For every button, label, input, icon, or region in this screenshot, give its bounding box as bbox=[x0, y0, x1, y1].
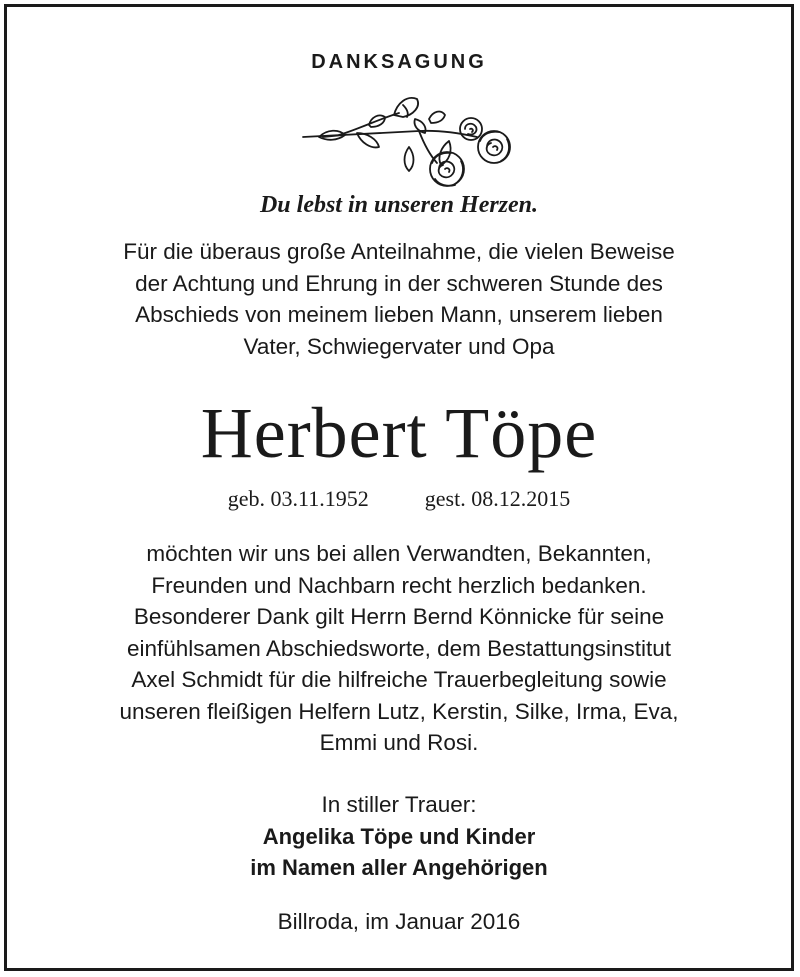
signer-line: im Namen aller Angehörigen bbox=[250, 855, 548, 880]
thanks-line: Besonderer Dank gilt Herrn Bernd Könnicke für seine bbox=[133, 604, 665, 629]
thanks-line: Axel Schmidt für die hilfreiche Trauerbegleitung sowie bbox=[131, 667, 667, 692]
roses-branch-icon bbox=[299, 89, 514, 189]
thanks-line: Emmi und Rosi. bbox=[319, 730, 479, 755]
life-dates bbox=[7, 486, 791, 512]
motto: Du lebst in unseren Herzen. bbox=[259, 192, 539, 218]
thanks-paragraph bbox=[7, 538, 791, 759]
intro-paragraph bbox=[7, 236, 791, 362]
signer-line: Angelika Töpe und Kinder bbox=[262, 824, 536, 849]
thanks-line: Freunden und Nachbarn recht herzlich bedanken. bbox=[151, 572, 647, 598]
death-date: gest. 08.12.2015 bbox=[424, 486, 571, 511]
intro-line: Für die überaus große Anteilnahme, die vielen Beweise bbox=[123, 239, 675, 264]
notice-heading: DANKSAGUNG bbox=[311, 51, 487, 73]
obituary-notice bbox=[4, 4, 794, 971]
intro-line: Abschieds von meinem lieben Mann, unserem lieben bbox=[135, 302, 663, 327]
thanks-line: möchten wir uns bei allen Verwandten, Bekannten, bbox=[146, 541, 652, 566]
thanks-line: unseren fleißigen Helfern Lutz, Kerstin, Silke, Irma, Eva, bbox=[119, 698, 679, 724]
intro-line: der Achtung und Ehrung in der schweren Stunde des bbox=[135, 270, 663, 296]
place-date: Billroda, im Januar 2016 bbox=[277, 909, 521, 934]
deceased-name: Herbert Töpe bbox=[200, 393, 598, 473]
thanks-line: einfühlsamen Abschiedsworte, dem Bestattungsinstitut bbox=[126, 635, 672, 661]
mourning-intro: In stiller Trauer: bbox=[321, 792, 477, 817]
birth-date: geb. 03.11.1952 bbox=[227, 486, 369, 511]
intro-line: Vater, Schwiegervater und Opa bbox=[243, 333, 555, 359]
